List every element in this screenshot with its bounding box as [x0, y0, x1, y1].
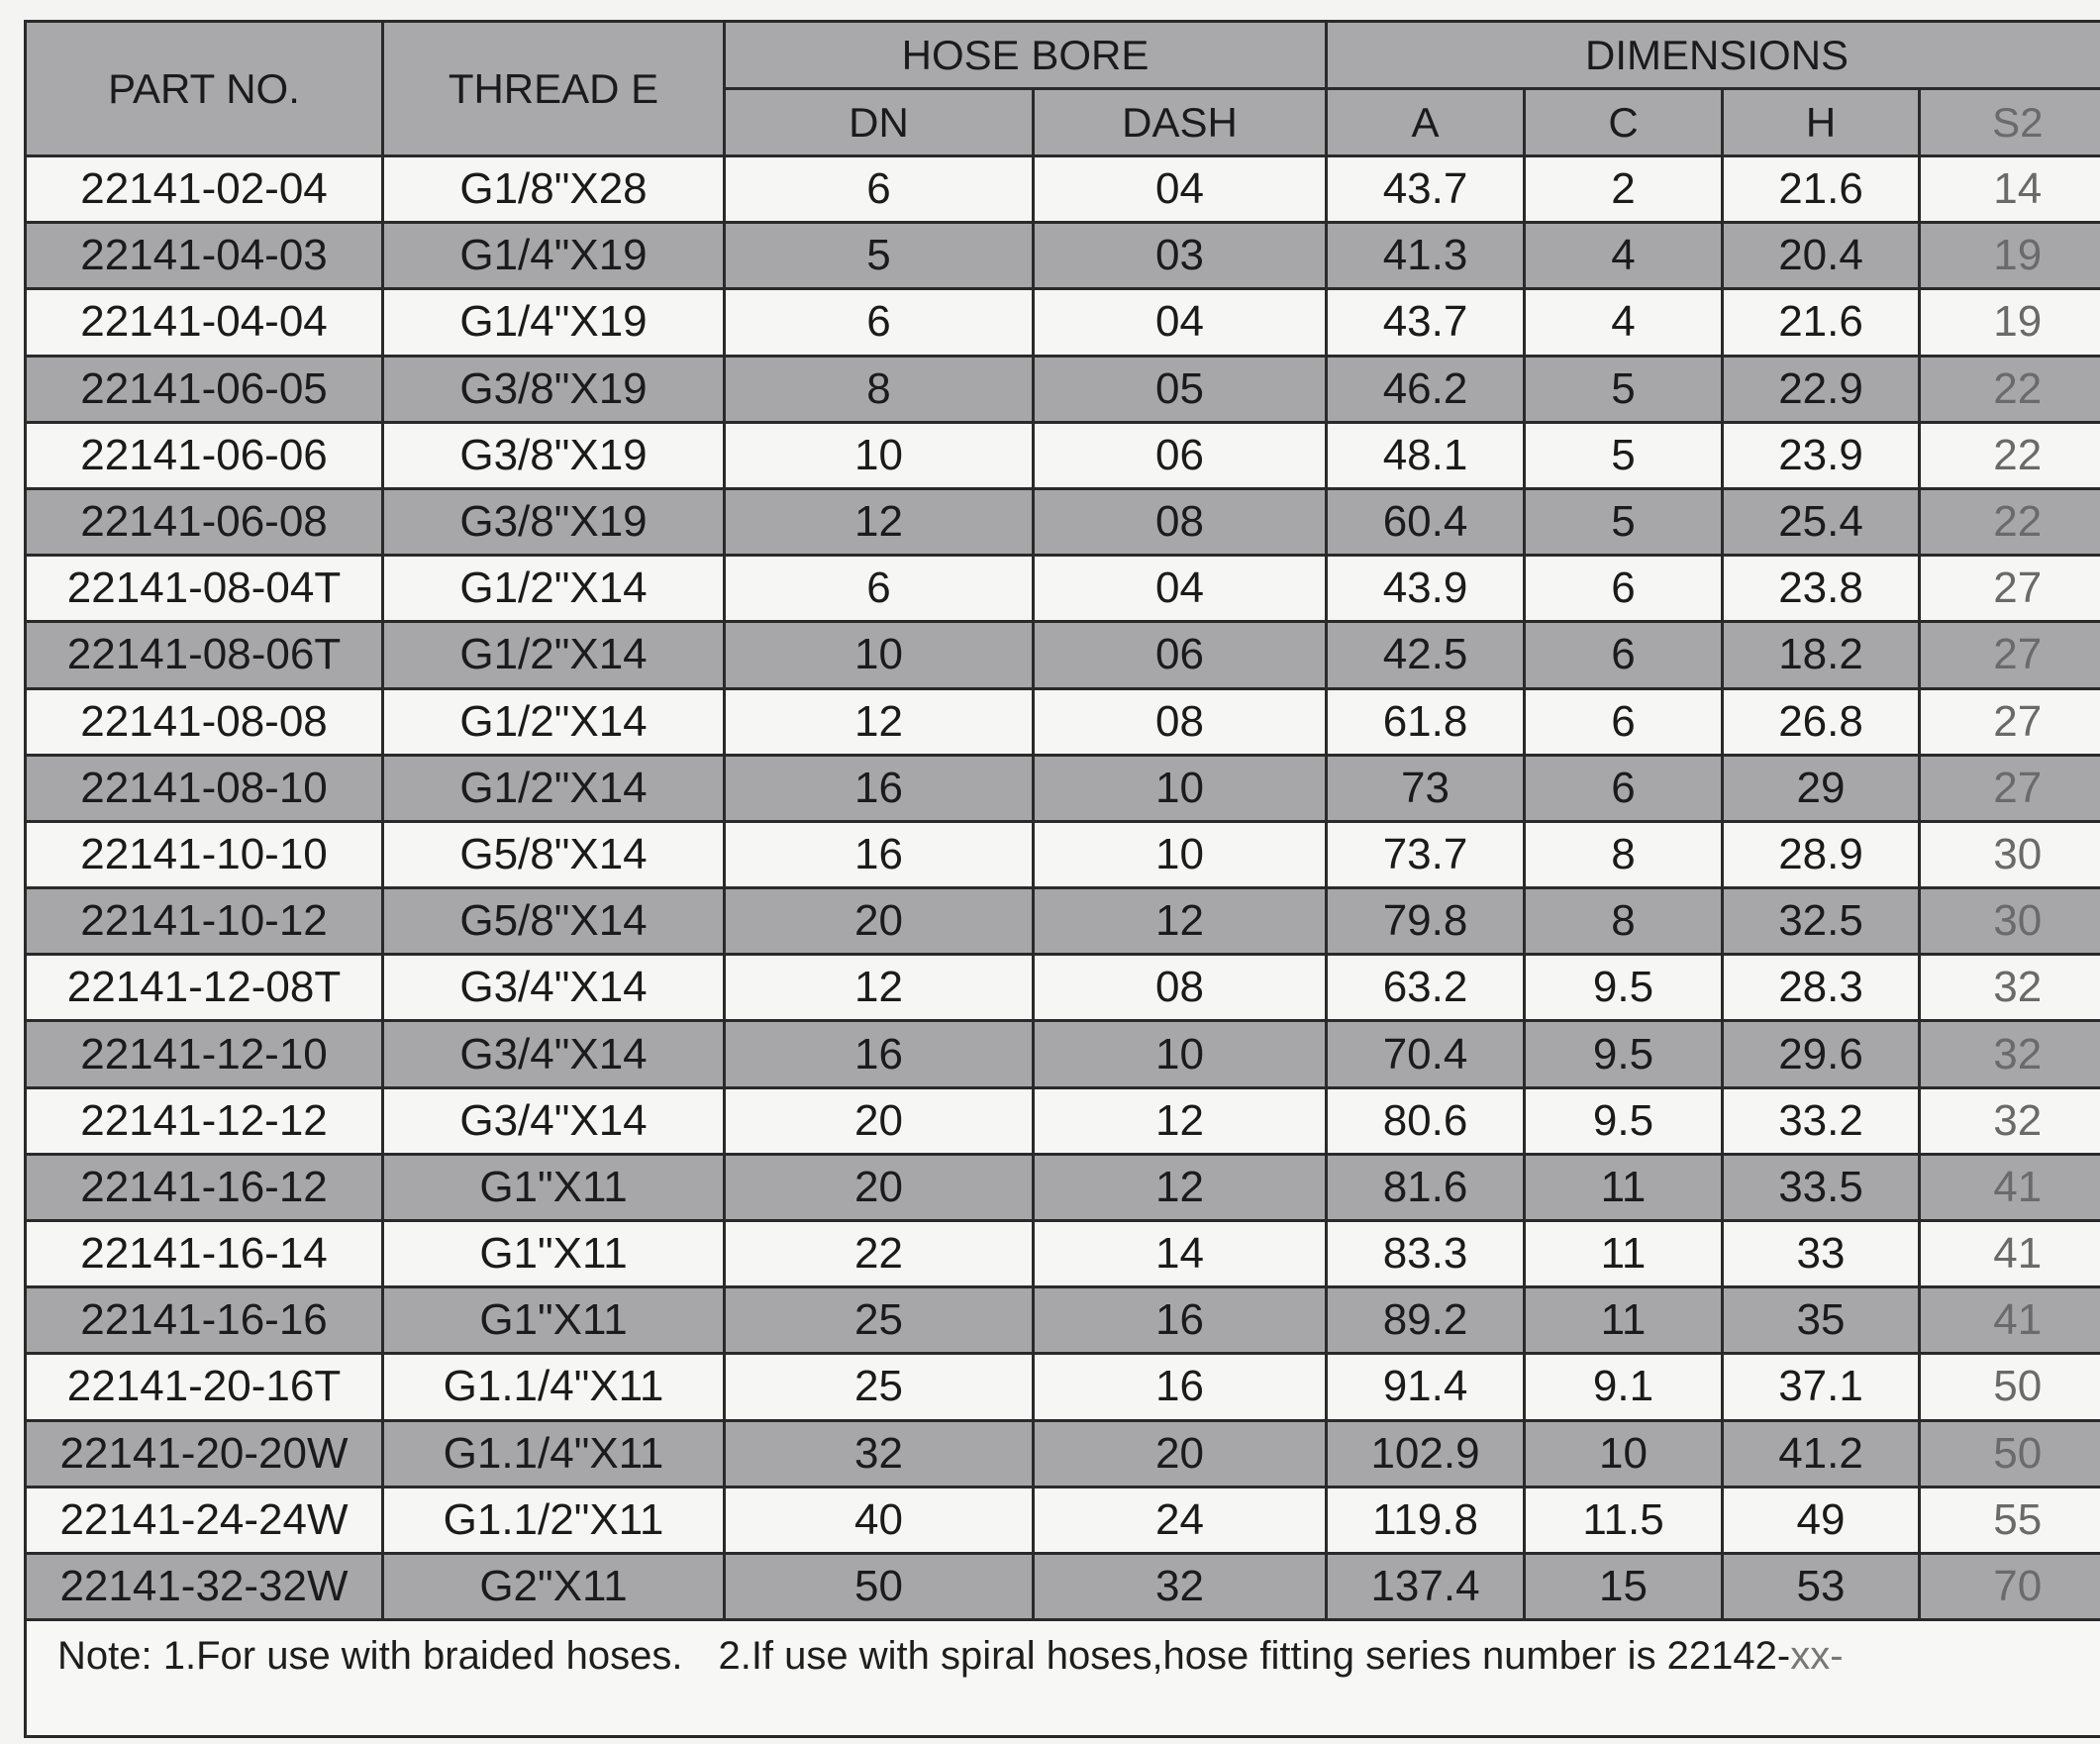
c-cell: 5: [1525, 488, 1723, 555]
part-no-cell: 22141-08-08: [26, 688, 383, 755]
dn-cell: 5: [725, 223, 1034, 289]
h-cell: 35: [1723, 1287, 1920, 1354]
h-cell: 22.9: [1723, 356, 1920, 422]
header-dash: DASH: [1034, 89, 1327, 156]
h-cell: 21.6: [1723, 156, 1920, 223]
a-cell: 70.4: [1327, 1021, 1525, 1087]
s2-cell: 32: [1920, 1087, 2100, 1154]
dn-cell: 16: [725, 821, 1034, 887]
dash-cell: 08: [1034, 488, 1327, 555]
c-cell: 11: [1525, 1287, 1723, 1354]
dn-cell: 12: [725, 488, 1034, 555]
dash-cell: 32: [1034, 1553, 1327, 1619]
footnote: [57, 1634, 1844, 1679]
c-cell: 9.5: [1525, 1087, 1723, 1154]
h-cell: 29: [1723, 755, 1920, 821]
c-cell: 6: [1525, 688, 1723, 755]
part-no-cell: 22141-12-08T: [26, 955, 383, 1021]
thread-cell: G5/8"X14: [383, 821, 725, 887]
table-row: [26, 156, 2100, 223]
s2-cell: 41: [1920, 1221, 2100, 1287]
part-no-cell: 22141-04-03: [26, 223, 383, 289]
table-row: [26, 1420, 2100, 1487]
c-cell: 11: [1525, 1221, 1723, 1287]
h-cell: 32.5: [1723, 888, 1920, 955]
dn-cell: 20: [725, 888, 1034, 955]
a-cell: 83.3: [1327, 1221, 1525, 1287]
thread-cell: G1/4"X19: [383, 223, 725, 289]
a-cell: 42.5: [1327, 622, 1525, 688]
dash-cell: 14: [1034, 1221, 1327, 1287]
table-row: [26, 422, 2100, 488]
table-row: [26, 289, 2100, 356]
table-row: [26, 1221, 2100, 1287]
header-hose-bore: HOSE BORE: [725, 22, 1327, 89]
c-cell: 15: [1525, 1553, 1723, 1619]
c-cell: 5: [1525, 356, 1723, 422]
table-row: [26, 1287, 2100, 1354]
thread-cell: G1.1/4"X11: [383, 1420, 725, 1487]
h-cell: 21.6: [1723, 289, 1920, 356]
thread-cell: G5/8"X14: [383, 888, 725, 955]
thread-cell: G1"X11: [383, 1221, 725, 1287]
h-cell: 23.8: [1723, 556, 1920, 622]
a-cell: 43.7: [1327, 156, 1525, 223]
note-item-1: Note: 1.For use with braided hoses.: [57, 1634, 683, 1678]
dn-cell: 32: [725, 1420, 1034, 1487]
thread-cell: G1/2"X14: [383, 688, 725, 755]
s2-cell: 27: [1920, 755, 2100, 821]
a-cell: 48.1: [1327, 422, 1525, 488]
s2-cell: 22: [1920, 488, 2100, 555]
s2-cell: 55: [1920, 1487, 2100, 1553]
dash-cell: 24: [1034, 1487, 1327, 1553]
s2-cell: 41: [1920, 1154, 2100, 1220]
dash-cell: 05: [1034, 356, 1327, 422]
c-cell: 9.5: [1525, 955, 1723, 1021]
dn-cell: 22: [725, 1221, 1034, 1287]
h-cell: 23.9: [1723, 422, 1920, 488]
dn-cell: 40: [725, 1487, 1034, 1553]
table-row: [26, 556, 2100, 622]
a-cell: 43.7: [1327, 289, 1525, 356]
dash-cell: 03: [1034, 223, 1327, 289]
part-no-cell: 22141-16-14: [26, 1221, 383, 1287]
part-no-cell: 22141-20-20W: [26, 1420, 383, 1487]
h-cell: 49: [1723, 1487, 1920, 1553]
s2-cell: 50: [1920, 1420, 2100, 1487]
c-cell: 8: [1525, 888, 1723, 955]
table-row: [26, 688, 2100, 755]
s2-cell: 70: [1920, 1553, 2100, 1619]
s2-cell: 14: [1920, 156, 2100, 223]
thread-cell: G1/8"X28: [383, 156, 725, 223]
c-cell: 8: [1525, 821, 1723, 887]
dash-cell: 04: [1034, 156, 1327, 223]
table-row: [26, 755, 2100, 821]
c-cell: 6: [1525, 755, 1723, 821]
thread-cell: G1/4"X19: [383, 289, 725, 356]
a-cell: 61.8: [1327, 688, 1525, 755]
dash-cell: 12: [1034, 1087, 1327, 1154]
thread-cell: G3/4"X14: [383, 955, 725, 1021]
part-no-cell: 22141-12-10: [26, 1021, 383, 1087]
dash-cell: 10: [1034, 755, 1327, 821]
c-cell: 10: [1525, 1420, 1723, 1487]
c-cell: 9.5: [1525, 1021, 1723, 1087]
s2-cell: 27: [1920, 688, 2100, 755]
dash-cell: 06: [1034, 622, 1327, 688]
a-cell: 79.8: [1327, 888, 1525, 955]
h-cell: 41.2: [1723, 1420, 1920, 1487]
part-no-cell: 22141-04-04: [26, 289, 383, 356]
table-row: [26, 1154, 2100, 1220]
table-row: [26, 821, 2100, 887]
thread-cell: G1/2"X14: [383, 622, 725, 688]
a-cell: 73: [1327, 755, 1525, 821]
a-cell: 63.2: [1327, 955, 1525, 1021]
s2-cell: 27: [1920, 622, 2100, 688]
part-no-cell: 22141-16-12: [26, 1154, 383, 1220]
a-cell: 91.4: [1327, 1354, 1525, 1420]
thread-cell: G1/2"X14: [383, 556, 725, 622]
part-no-cell: 22141-24-24W: [26, 1487, 383, 1553]
part-no-cell: 22141-02-04: [26, 156, 383, 223]
dash-cell: 08: [1034, 688, 1327, 755]
part-no-cell: 22141-12-12: [26, 1087, 383, 1154]
part-no-cell: 22141-10-10: [26, 821, 383, 887]
note-item-2-tail: xx-: [1790, 1634, 1844, 1678]
part-no-cell: 22141-06-06: [26, 422, 383, 488]
header-c: C: [1525, 89, 1723, 156]
c-cell: 11.5: [1525, 1487, 1723, 1553]
table-row: [26, 356, 2100, 422]
thread-cell: G3/8"X19: [383, 356, 725, 422]
h-cell: 28.9: [1723, 821, 1920, 887]
thread-cell: G1.1/2"X11: [383, 1487, 725, 1553]
s2-cell: 32: [1920, 955, 2100, 1021]
table-row: [26, 1553, 2100, 1619]
dash-cell: 20: [1034, 1420, 1327, 1487]
header-s2: S2: [1920, 89, 2100, 156]
header-dimensions: DIMENSIONS: [1327, 22, 2100, 89]
part-no-cell: 22141-20-16T: [26, 1354, 383, 1420]
part-no-cell: 22141-16-16: [26, 1287, 383, 1354]
thread-cell: G3/4"X14: [383, 1087, 725, 1154]
dash-cell: 12: [1034, 888, 1327, 955]
dn-cell: 20: [725, 1087, 1034, 1154]
s2-cell: 19: [1920, 289, 2100, 356]
dash-cell: 16: [1034, 1354, 1327, 1420]
note-item-2: 2.If use with spiral hoses,hose fitting series number is 22142-: [718, 1634, 1791, 1678]
a-cell: 46.2: [1327, 356, 1525, 422]
s2-cell: 27: [1920, 556, 2100, 622]
dn-cell: 6: [725, 289, 1034, 356]
table-row: [26, 1487, 2100, 1553]
dn-cell: 16: [725, 1021, 1034, 1087]
header-part-no: PART NO.: [26, 22, 383, 156]
c-cell: 11: [1525, 1154, 1723, 1220]
dn-cell: 10: [725, 622, 1034, 688]
table-row: [26, 1354, 2100, 1420]
dash-cell: 04: [1034, 289, 1327, 356]
dn-cell: 20: [725, 1154, 1034, 1220]
dn-cell: 10: [725, 422, 1034, 488]
header-dn: DN: [725, 89, 1034, 156]
header-thread: THREAD E: [383, 22, 725, 156]
thread-cell: G1/2"X14: [383, 755, 725, 821]
s2-cell: 22: [1920, 422, 2100, 488]
dn-cell: 12: [725, 688, 1034, 755]
a-cell: 81.6: [1327, 1154, 1525, 1220]
table-row: [26, 622, 2100, 688]
part-no-cell: 22141-32-32W: [26, 1553, 383, 1619]
h-cell: 53: [1723, 1553, 1920, 1619]
a-cell: 41.3: [1327, 223, 1525, 289]
a-cell: 102.9: [1327, 1420, 1525, 1487]
dash-cell: 10: [1034, 821, 1327, 887]
c-cell: 9.1: [1525, 1354, 1723, 1420]
thread-cell: G3/4"X14: [383, 1021, 725, 1087]
a-cell: 73.7: [1327, 821, 1525, 887]
table-row: [26, 488, 2100, 555]
part-no-cell: 22141-08-04T: [26, 556, 383, 622]
c-cell: 4: [1525, 289, 1723, 356]
dn-cell: 12: [725, 955, 1034, 1021]
header-a: A: [1327, 89, 1525, 156]
a-cell: 89.2: [1327, 1287, 1525, 1354]
dn-cell: 6: [725, 556, 1034, 622]
part-no-cell: 22141-08-10: [26, 755, 383, 821]
table-row: [26, 1087, 2100, 1154]
a-cell: 60.4: [1327, 488, 1525, 555]
part-no-cell: 22141-08-06T: [26, 622, 383, 688]
dash-cell: 06: [1034, 422, 1327, 488]
h-cell: 33.5: [1723, 1154, 1920, 1220]
h-cell: 28.3: [1723, 955, 1920, 1021]
c-cell: 2: [1525, 156, 1723, 223]
table-row: [26, 1021, 2100, 1087]
table-row: [26, 955, 2100, 1021]
dash-cell: 04: [1034, 556, 1327, 622]
s2-cell: 30: [1920, 821, 2100, 887]
dash-cell: 08: [1034, 955, 1327, 1021]
a-cell: 119.8: [1327, 1487, 1525, 1553]
s2-cell: 30: [1920, 888, 2100, 955]
dn-cell: 16: [725, 755, 1034, 821]
h-cell: 25.4: [1723, 488, 1920, 555]
header-h: H: [1723, 89, 1920, 156]
s2-cell: 19: [1920, 223, 2100, 289]
s2-cell: 50: [1920, 1354, 2100, 1420]
a-cell: 137.4: [1327, 1553, 1525, 1619]
table-row: [26, 223, 2100, 289]
dash-cell: 10: [1034, 1021, 1327, 1087]
thread-cell: G1.1/4"X11: [383, 1354, 725, 1420]
h-cell: 33.2: [1723, 1087, 1920, 1154]
a-cell: 43.9: [1327, 556, 1525, 622]
dash-cell: 16: [1034, 1287, 1327, 1354]
a-cell: 80.6: [1327, 1087, 1525, 1154]
table-row: [26, 888, 2100, 955]
c-cell: 6: [1525, 556, 1723, 622]
dn-cell: 8: [725, 356, 1034, 422]
part-no-cell: 22141-06-08: [26, 488, 383, 555]
table-body: [26, 156, 2100, 1620]
c-cell: 4: [1525, 223, 1723, 289]
h-cell: 37.1: [1723, 1354, 1920, 1420]
thread-cell: G1"X11: [383, 1287, 725, 1354]
c-cell: 5: [1525, 422, 1723, 488]
h-cell: 26.8: [1723, 688, 1920, 755]
part-no-cell: 22141-06-05: [26, 356, 383, 422]
s2-cell: 22: [1920, 356, 2100, 422]
h-cell: 33: [1723, 1221, 1920, 1287]
thread-cell: G1"X11: [383, 1154, 725, 1220]
thread-cell: G3/8"X19: [383, 422, 725, 488]
thread-cell: G2"X11: [383, 1553, 725, 1619]
part-no-cell: 22141-10-12: [26, 888, 383, 955]
dn-cell: 50: [725, 1553, 1034, 1619]
h-cell: 29.6: [1723, 1021, 1920, 1087]
s2-cell: 41: [1920, 1287, 2100, 1354]
thread-cell: G3/8"X19: [383, 488, 725, 555]
dash-cell: 12: [1034, 1154, 1327, 1220]
dn-cell: 6: [725, 156, 1034, 223]
dn-cell: 25: [725, 1287, 1034, 1354]
h-cell: 20.4: [1723, 223, 1920, 289]
dn-cell: 25: [725, 1354, 1034, 1420]
c-cell: 6: [1525, 622, 1723, 688]
spec-table: [24, 20, 2100, 1621]
s2-cell: 32: [1920, 1021, 2100, 1087]
h-cell: 18.2: [1723, 622, 1920, 688]
